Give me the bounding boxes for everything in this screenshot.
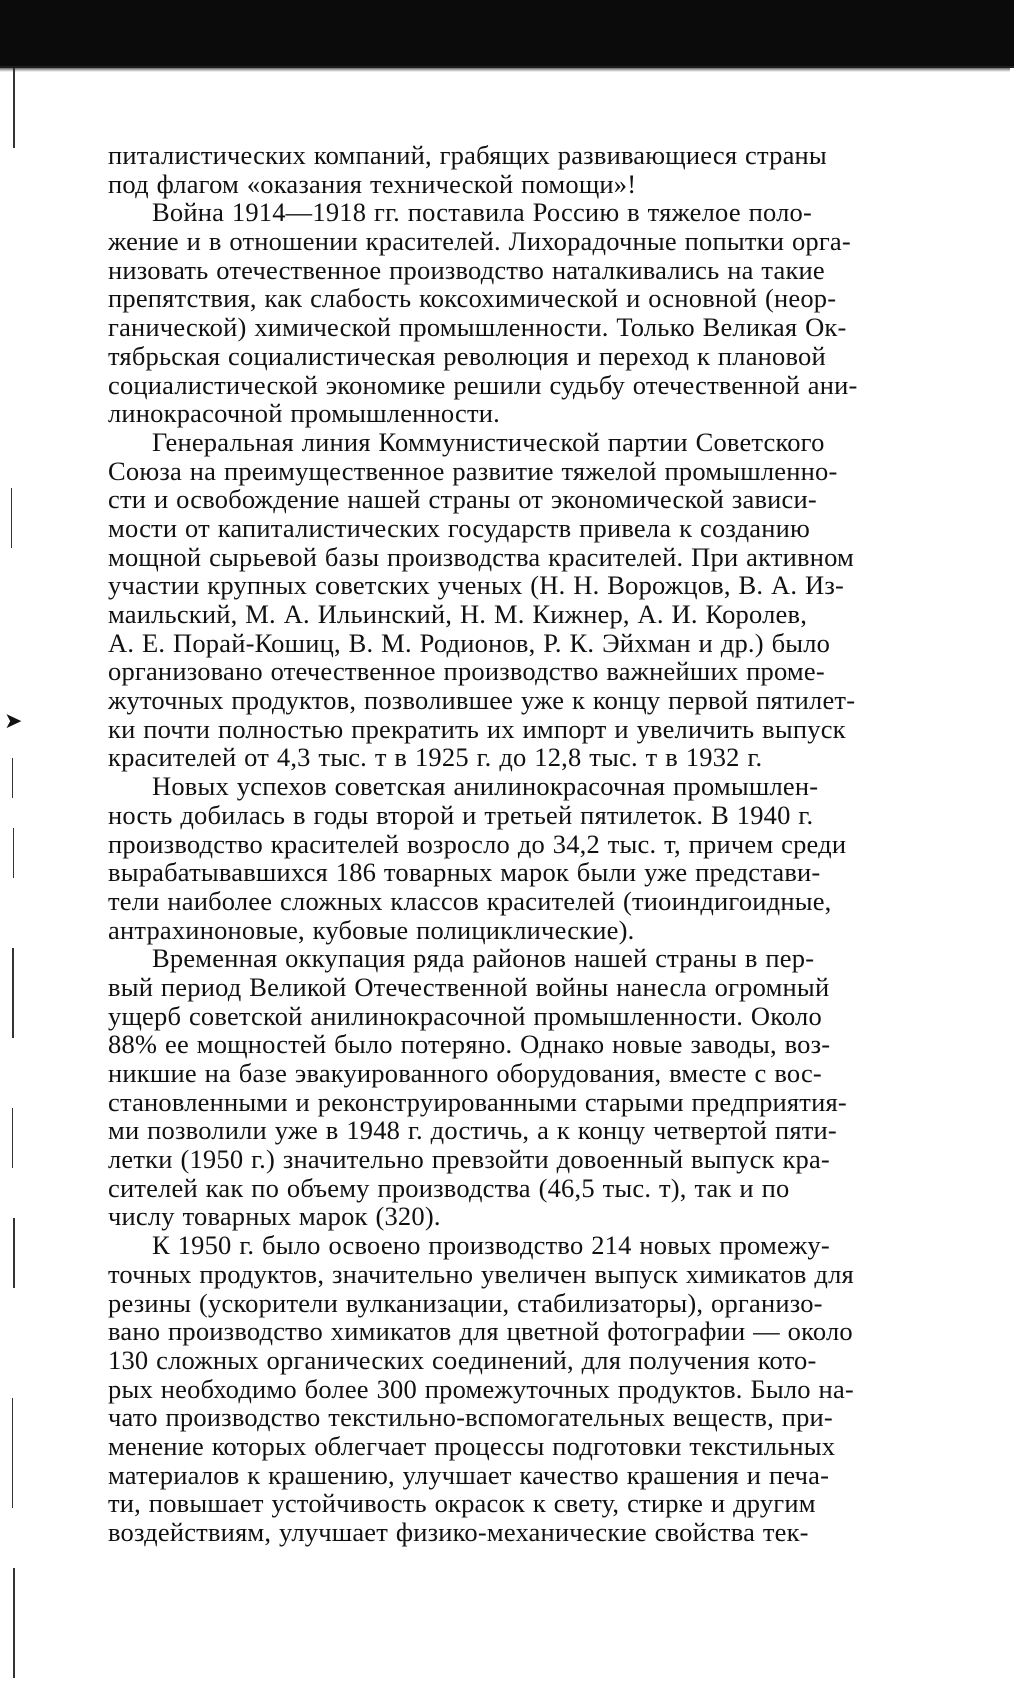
page-body-text	[108, 141, 1014, 1547]
text-line: воздействиям, улучшает физико-механические свойства тек-	[108, 1517, 809, 1547]
text-line: мости от капиталистических государств привела к созданию	[108, 512, 810, 543]
text-line: тябрьская социалистическая революция и переход к плановой	[108, 340, 826, 371]
paragraph	[108, 1231, 1014, 1547]
text-line: становленными и реконструированными старыми предприятия-	[108, 1086, 847, 1117]
paragraph	[108, 141, 1014, 198]
binding-mark	[11, 488, 12, 548]
text-line: летки (1950 г.) значительно превзойти довоенный выпуск кра-	[108, 1144, 830, 1175]
text-line: социалистической экономике решили судьбу отечественной ани-	[108, 369, 858, 400]
text-line: К 1950 г. было освоено производство 214 новых промежу-	[152, 1230, 830, 1261]
text-line: организовано отечественное производство важнейших проме-	[108, 656, 825, 687]
binding-mark	[12, 758, 13, 798]
paragraph	[108, 772, 1014, 944]
binding-mark	[13, 1218, 15, 1288]
binding-mark	[12, 948, 14, 1038]
scan-top-border	[0, 0, 1014, 68]
text-line: участии крупных советских ученых (Н. Н. Ворожцов, В. А. Из-	[108, 570, 845, 601]
text-line: вано производство химикатов для цветной фотографии — около	[108, 1316, 853, 1347]
text-line: антрахиноновые, кубовые полициклические).	[108, 914, 635, 945]
text-line: резины (ускорители вулканизации, стабилизаторы), организо-	[108, 1287, 823, 1318]
text-line: производство красителей возросло до 34,2 тыс. т, причем среди	[108, 828, 847, 859]
text-line: сти и освобождение нашей страны от экономической зависи-	[108, 484, 817, 515]
paragraph	[108, 198, 1014, 428]
text-line: питалистических компаний, грабящих развивающиеся страны	[108, 140, 827, 170]
scan-top-border-shadow	[0, 66, 1014, 72]
text-line: препятствия, как слабость коксохимической и основной (неор-	[108, 283, 837, 314]
binding-mark	[13, 68, 15, 148]
scan-right-crop	[1010, 68, 1014, 1686]
binding-mark	[12, 1108, 13, 1168]
text-line: никшие на базе эвакуированного оборудования, вместе с вос-	[108, 1058, 822, 1088]
text-line: 88% ее мощностей было потеряно. Однако новые заводы, воз-	[108, 1029, 831, 1060]
text-line: Генеральная линия Коммунистической партии Советского	[152, 426, 825, 457]
text-line: маильский, М. А. Ильинский, Н. М. Кижнер, А. И. Королев,	[108, 599, 808, 629]
text-line: числу товарных марок (320).	[108, 1201, 441, 1232]
text-line: под флагом «оказания технической помощи»!	[108, 168, 637, 199]
page-binding-edge	[0, 68, 23, 1686]
margin-arrow-icon: ➤	[4, 709, 23, 734]
text-line: 130 сложных органических соединений, для получения кото-	[108, 1344, 817, 1375]
text-line: ти, повышает устойчивость окрасок к свету, стирке и другим	[108, 1488, 816, 1519]
text-line: рых необходимо более 300 промежуточных продуктов. Было на-	[108, 1373, 854, 1404]
text-line: тели наиболее сложных классов красителей (тиоиндигоидные,	[108, 885, 832, 916]
text-line: ки почти полностью прекратить их импорт и увеличить выпуск	[108, 713, 846, 744]
text-line: красителей от 4,3 тыс. т в 1925 г. до 12,8 тыс. т в 1932 г.	[108, 742, 763, 773]
paragraph	[108, 428, 1014, 772]
text-line: Война 1914—1918 гг. поставила Россию в тяжелое поло-	[152, 197, 812, 228]
text-line: А. Е. Порай-Кошиц, В. М. Родионов, Р. К. Эйхман и др.) было	[108, 627, 831, 658]
text-line: ганической) химической промышленности. Только Великая Ок-	[108, 312, 847, 343]
text-line: линокрасочной промышленности.	[108, 398, 500, 429]
text-line: Союза на преимущественное развитие тяжелой промышленно-	[108, 455, 838, 486]
text-line: чато производство текстильно-вспомогательных веществ, при-	[108, 1402, 833, 1433]
text-line: мощной сырьевой базы производства красителей. При активном	[108, 541, 855, 572]
text-line: вый период Великой Отечественной войны нанесла огромный	[108, 971, 830, 1002]
binding-mark	[13, 1568, 15, 1678]
text-line: жуточных продуктов, позволившее уже к концу первой пятилет-	[108, 685, 856, 716]
text-line: вырабатывавшихся 186 товарных марок были уже представи-	[108, 857, 821, 888]
text-line: ность добилась в годы второй и третьей пятилеток. В 1940 г.	[108, 799, 814, 830]
text-line: ми позволили уже в 1948 г. достичь, а к концу четвертой пяти-	[108, 1115, 837, 1146]
text-line: сителей как по объему производства (46,5 тыс. т), так и по	[108, 1172, 790, 1203]
text-line: Новых успехов советская анилинокрасочная промышлен-	[152, 771, 819, 802]
binding-mark	[12, 1398, 13, 1508]
text-line: точных продуктов, значительно увеличен выпуск химикатов для	[108, 1258, 854, 1289]
paragraph	[108, 944, 1014, 1231]
text-line: ущерб советской анилинокрасочной промышленности. Около	[108, 1000, 822, 1031]
text-line: низовать отечественное производство наталкивались на такие	[108, 254, 825, 285]
text-line: жение и в отношении красителей. Лихорадочные попытки орга-	[108, 226, 851, 257]
binding-mark	[13, 828, 14, 878]
text-line: менение которых облегчает процессы подготовки текстильных	[108, 1430, 836, 1461]
text-line: материалов к крашению, улучшает качество крашения и печа-	[108, 1459, 830, 1490]
text-line: Временная оккупация ряда районов нашей страны в пер-	[152, 943, 815, 974]
